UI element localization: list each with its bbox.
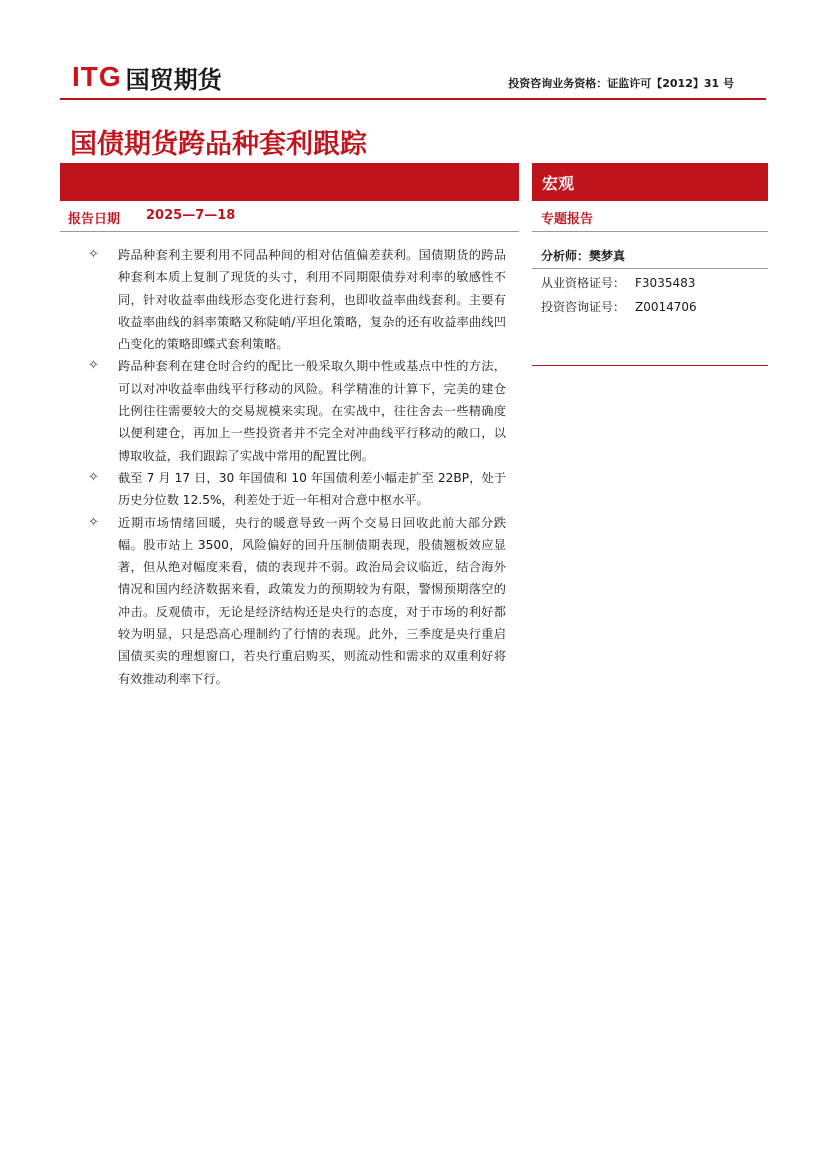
- company-logo: [72, 60, 222, 94]
- cert1-label: 从业资格证号：: [541, 276, 626, 290]
- summary-bullet: [88, 467, 506, 512]
- bullet-diamond-icon: ✧: [88, 514, 99, 530]
- sidebar-divider-1: [532, 231, 768, 232]
- report-date-label: 报告日期: [68, 212, 121, 227]
- qualification-text: 投资咨询业务资格：证监许可【2012】31 号: [508, 77, 734, 90]
- bullet-text: 近期市场情绪回暖，央行的暖意导致一两个交易日回收此前大部分跌幅。股市站上 3500，风险偏好的回升压制债期表现，股债翘板效应显著，但从绝对幅度来看，债的表现并不弱。政治局会议临近，结合海外情况和国内经济数据来看，政策发力的预期较为有限，警惕预期落空的冲击。反观债市，无论是经济结构还是央行的态度，对于市场的利好都较为明显，只是恐高心理制约了行情的表现。此外，三季度是央行重启国债买卖的理想窗口，若央行重启购买，则流动性和需求的双重利好将有效推动利率下行。: [118, 515, 506, 686]
- summary-bullet: [88, 512, 506, 690]
- bullet-text: 跨品种套利在建仓时合约的配比一般采取久期中性或基点中性的方法，可以对冲收益率曲线平行移动的风险。科学精准的计算下，完美的建仓比例往往需要较大的交易规模来实现。在实战中，往往舍去一些精确度以便利建仓，再加上一些投资者并不完全对冲曲线平行移动的敞口，以博取收益，我们跟踪了实战中常用的配置比例。: [118, 359, 506, 463]
- cert2-value: Z0014706: [635, 300, 697, 314]
- date-divider: [60, 231, 519, 232]
- analyst-name: 分析师：樊梦真: [541, 249, 626, 263]
- sidebar-divider-2: [532, 268, 768, 269]
- report-title: 国债期货跨品种套利跟踪: [70, 129, 367, 160]
- bullet-diamond-icon: ✧: [88, 247, 99, 262]
- category-label: 宏观: [542, 173, 575, 193]
- header-divider: [60, 98, 766, 100]
- report-date: [68, 208, 235, 227]
- bullet-diamond-icon: ✧: [88, 358, 99, 374]
- cert2-label: 投资咨询证号：: [541, 300, 626, 314]
- summary-bullet: [88, 244, 506, 355]
- title-band: [60, 163, 519, 201]
- logo-cn-text: 国贸期货: [125, 65, 222, 94]
- consulting-cert: [541, 298, 697, 315]
- category-band: [532, 163, 768, 201]
- report-type: 专题报告: [541, 212, 594, 227]
- summary-bullet: [88, 355, 506, 466]
- cert1-value: F3035483: [635, 276, 696, 290]
- logo-itg-text: ITG: [72, 61, 122, 92]
- sidebar-divider-3: [532, 365, 768, 366]
- bullet-text: 跨品种套利主要利用不同品种间的相对估值偏差获利。国债期货的跨品种套利本质上复制了现货的头寸，利用不同期限债券对利率的敏感性不同，针对收益率曲线形态变化进行套利，也即收益率曲线套利。主要有收益率曲线的斜率策略又称陡峭/平坦化策略，复杂的还有收益率曲线凹凸变化的策略即蝶式套利策略。: [118, 248, 506, 352]
- report-date-value: 2025—7—18: [146, 208, 236, 223]
- bullet-text: 截至 7 月 17 日，30 年国债和 10 年国债利差小幅走扩至 22BP，处于历史分位数 12.5%，利差处于近一年相对合意中枢水平。: [118, 470, 506, 508]
- bullet-diamond-icon: ✧: [88, 469, 99, 485]
- summary-bullets: [88, 244, 506, 690]
- qualification-cert: [541, 274, 695, 291]
